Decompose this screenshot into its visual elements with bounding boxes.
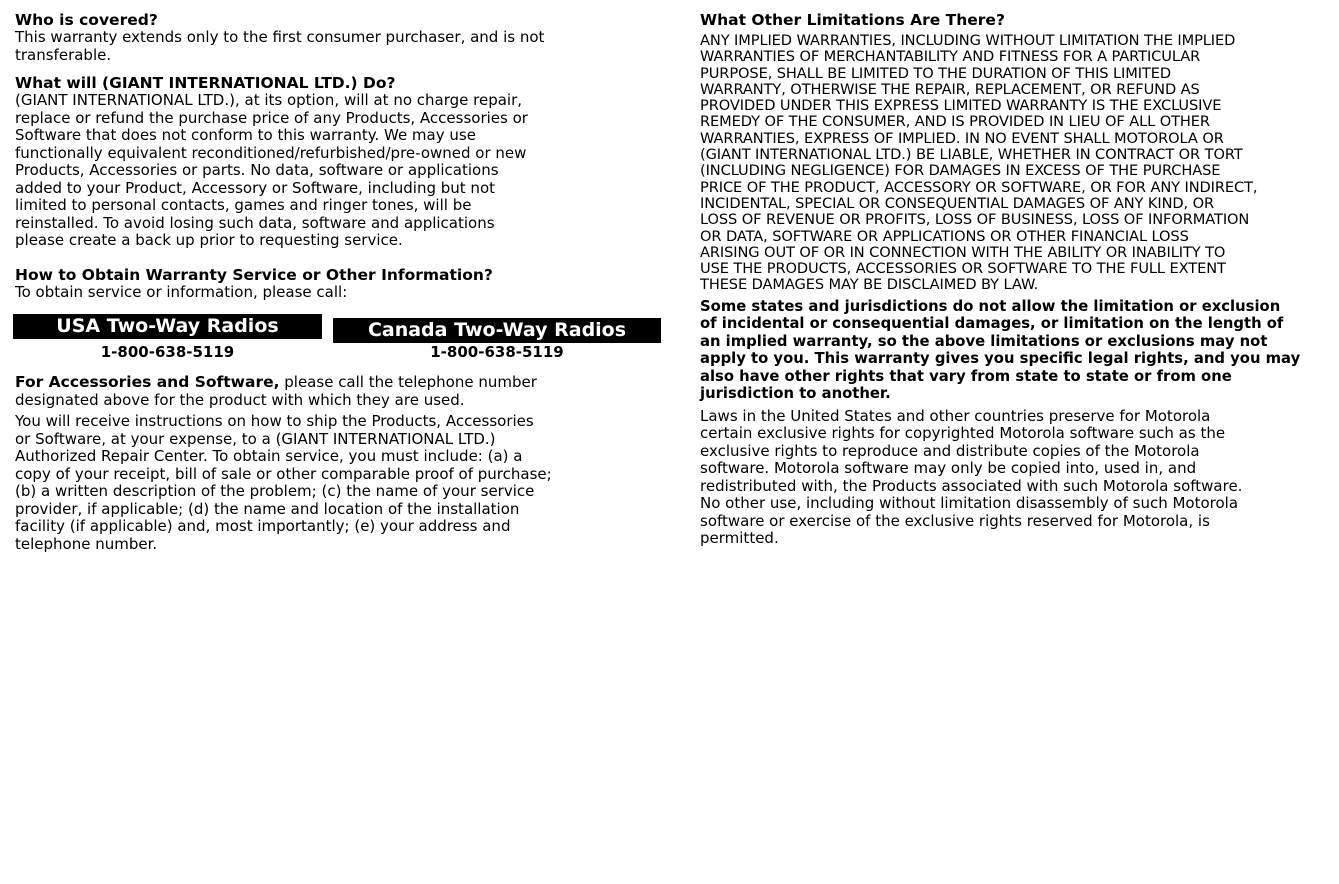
text-line: Authorized Repair Center. To obtain service, you must include: (a) a (15, 447, 523, 465)
text-line: Software that does not conform to this warranty. We may use (15, 126, 476, 144)
text-line: or Software, at your expense, to a (GIANT INTERNATIONAL LTD.) (15, 429, 496, 448)
how-obtain-text (15, 284, 663, 302)
text-line: added to your Product, Accessory or Software, including but not (15, 178, 495, 197)
text-line: jurisdiction to another. (700, 385, 891, 403)
limitations-text (700, 33, 1339, 294)
who-covered-heading: Who is covered? (15, 11, 158, 29)
text-line: PROVIDED UNDER THIS EXPRESS LIMITED WARRANTY IS THE EXCLUSIVE (700, 97, 1222, 115)
text-line: replace or refund the purchase price of any Products, Accessories or (15, 108, 528, 127)
text-line: limited to personal contacts, games and ringer tones, will be (15, 196, 472, 214)
text-line: (GIANT INTERNATIONAL LTD.) BE LIABLE, WHETHER IN CONTRACT OR TORT (700, 146, 1243, 164)
text-line: USE THE PRODUCTS, ACCESSORIES OR SOFTWARE TO THE FULL EXTENT (700, 260, 1226, 278)
text-line: ANY IMPLIED WARRANTIES, INCLUDING WITHOUT LIMITATION THE IMPLIED (700, 32, 1236, 49)
canada-phone-number: 1-800-638-5119 (430, 343, 564, 361)
canada-banner: Canada Two-Way Radios (333, 318, 661, 343)
text-line: telephone number. (15, 534, 158, 553)
who-covered-text (15, 29, 663, 64)
text-line: apply to you. This warranty gives you specific legal rights, and you may (700, 350, 1301, 368)
text-line: redistributed with, the Products associated with such Motorola software. (700, 476, 1243, 495)
text-line: ARISING OUT OF OR IN CONNECTION WITH THE ABILITY OR INABILITY TO (700, 243, 1226, 261)
text-line (15, 374, 663, 392)
text-line: To obtain service or information, please call: (15, 282, 348, 301)
states-jurisdictions-text (700, 298, 1339, 403)
what-will-text (15, 92, 663, 250)
text-line: OR DATA, SOFTWARE OR APPLICATIONS OR OTHER FINANCIAL LOSS (700, 227, 1189, 245)
text-line: (INCLUDING NEGLIGENCE) FOR DAMAGES IN EXCESS OF THE PURCHASE (700, 162, 1221, 180)
text-line: INCIDENTAL, SPECIAL OR CONSEQUENTIAL DAMAGES OF ANY KIND, OR (700, 194, 1215, 212)
left-column (15, 11, 663, 553)
phone-contacts (15, 314, 663, 374)
accessories-bold-label: For Accessories and Software, (15, 373, 280, 391)
text-line: facility (if applicable) and, most importantly; (e) your address and (15, 517, 511, 535)
usa-phone-number: 1-800-638-5119 (100, 343, 235, 361)
what-will-heading: What will (GIANT INTERNATIONAL LTD.) Do? (15, 74, 396, 92)
shipping-text (15, 413, 663, 553)
text-line: transferable. (15, 45, 112, 64)
text-line: please create a back up prior to requesting service. (15, 231, 403, 249)
text-line: permitted. (700, 529, 779, 548)
text-line: You will receive instructions on how to ship the Products, Accessories (15, 412, 534, 430)
text-line: Some states and jurisdictions do not allow the limitation or exclusion (700, 297, 1281, 315)
text-line: This warranty extends only to the first consumer purchaser, and is not (15, 28, 545, 46)
text-line: of incidental or consequential damages, or limitation on the length of (700, 315, 1284, 333)
usa-banner: USA Two-Way Radios (13, 314, 322, 339)
accessories-rest: please call the telephone number (279, 373, 537, 391)
text-line: PURPOSE, SHALL BE LIMITED TO THE DURATION OF THIS LIMITED (700, 64, 1171, 82)
text-line: Products, Accessories or parts. No data, software or applications (15, 161, 499, 179)
text-line: PRICE OF THE PRODUCT, ACCESSORY OR SOFTWARE, OR FOR ANY INDIRECT, (700, 178, 1258, 196)
text-line: THESE DAMAGES MAY BE DISCLAIMED BY LAW. (700, 276, 1039, 294)
text-line: designated above for the product with which they are used. (15, 390, 465, 409)
limitations-heading: What Other Limitations Are There? (700, 11, 1005, 29)
text-line: LOSS OF REVENUE OR PROFITS, LOSS OF BUSINESS, LOSS OF INFORMATION (700, 211, 1250, 229)
how-obtain-heading: How to Obtain Warranty Service or Other Information? (15, 265, 493, 284)
text-line: WARRANTY, OTHERWISE THE REPAIR, REPLACEMENT, OR REFUND AS (700, 80, 1200, 98)
text-line: provider, if applicable; (d) the name and location of the installation (15, 499, 520, 518)
text-line: certain exclusive rights for copyrighted Motorola software such as the (700, 424, 1226, 443)
right-column (700, 11, 1339, 548)
text-line: reinstalled. To avoid losing such data, software and applications (15, 213, 495, 232)
text-line: WARRANTIES, EXPRESS OF IMPLIED. IN NO EVENT SHALL MOTOROLA OR (700, 129, 1224, 147)
text-line: No other use, including without limitation disassembly of such Motorola (700, 494, 1239, 513)
text-line: functionally equivalent reconditioned/refurbished/pre-owned or new (15, 143, 527, 162)
text-line: exclusive rights to reproduce and distribute copies of the Motorola (700, 441, 1200, 460)
text-line: Laws in the United States and other countries preserve for Motorola (700, 406, 1211, 425)
text-line: also have other rights that vary from state to state or from one (700, 367, 1232, 385)
laws-text (700, 408, 1339, 548)
text-line: copy of your receipt, bill of sale or other comparable proof of purchase; (15, 464, 552, 483)
accessories-text (15, 374, 663, 409)
text-line: WARRANTIES OF MERCHANTABILITY AND FITNESS FOR A PARTICULAR (700, 48, 1201, 66)
text-line: (GIANT INTERNATIONAL LTD.), at its option, will at no charge repair, (15, 91, 523, 109)
text-line: software or exercise of the exclusive rights reserved for Motorola, is (700, 511, 1210, 530)
text-line: an implied warranty, so the above limitations or exclusions may not (700, 332, 1268, 350)
text-line: REMEDY OF THE CONSUMER, AND IS PROVIDED IN LIEU OF ALL OTHER (700, 113, 1210, 131)
text-line: software. Motorola software may only be copied into, used in, and (700, 459, 1197, 478)
text-line: (b) a written description of the problem; (c) the name of your service (15, 482, 535, 500)
